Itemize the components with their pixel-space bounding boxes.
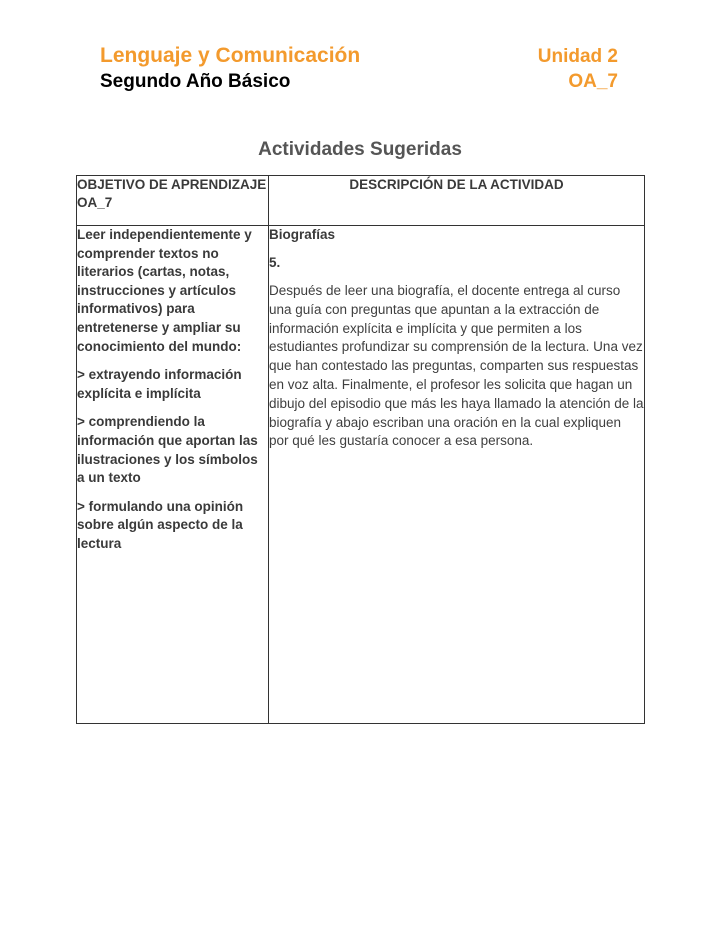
objective-point: > comprendiendo la información que aportan las ilustraciones y los símbolos a un texto [77, 414, 258, 486]
activity-number: 5. [269, 255, 281, 270]
objective-point: > formulando una opinión sobre algún aspecto de la lectura [77, 498, 244, 551]
subject-title: Lenguaje y Comunicación [100, 44, 361, 67]
grade-title: Segundo Año Básico [100, 71, 291, 92]
activity-table [76, 175, 645, 724]
objective-header-cell: OBJETIVO DE APRENDIZAJE OA_7 [77, 176, 269, 226]
activity-name: Biografías [269, 227, 336, 242]
document-header-left [100, 42, 360, 94]
section-title: Actividades Sugeridas [258, 139, 462, 160]
oa-label: OA_7 [568, 71, 618, 92]
objective-point: > extrayendo información explícita e implícita [77, 367, 242, 401]
activity-description: Después de leer una biografía, el docente entrega al curso una guía con preguntas que apuntan a la extracción de información explícita e implícita y que permiten a los estudiantes profundizar su comprensión de la lectura. Una vez que han contestado las preguntas, comparten sus respuestas en voz alta. Finalmente, el profesor les solicita que hagan un dibujo del episodio que más les haya llamado la atención de la biografía y abajo escriban una oración en la cual expliquen por qué les gustaría conocer a esa persona. [269, 283, 644, 449]
description-cell [269, 226, 645, 724]
unit-label: Unidad 2 [537, 46, 618, 67]
description-header-cell: DESCRIPCIÓN DE LA ACTIVIDAD [269, 176, 645, 226]
table-body-row [77, 226, 645, 724]
objective-cell [77, 226, 269, 724]
document-header-right [538, 44, 618, 94]
objective-main-text: Leer independientemente y comprender textos no literarios (cartas, notas, instrucciones y artículos informativos) para entretenerse y ampliar su conocimiento del mundo: [77, 227, 252, 354]
table-header-row [77, 176, 645, 226]
